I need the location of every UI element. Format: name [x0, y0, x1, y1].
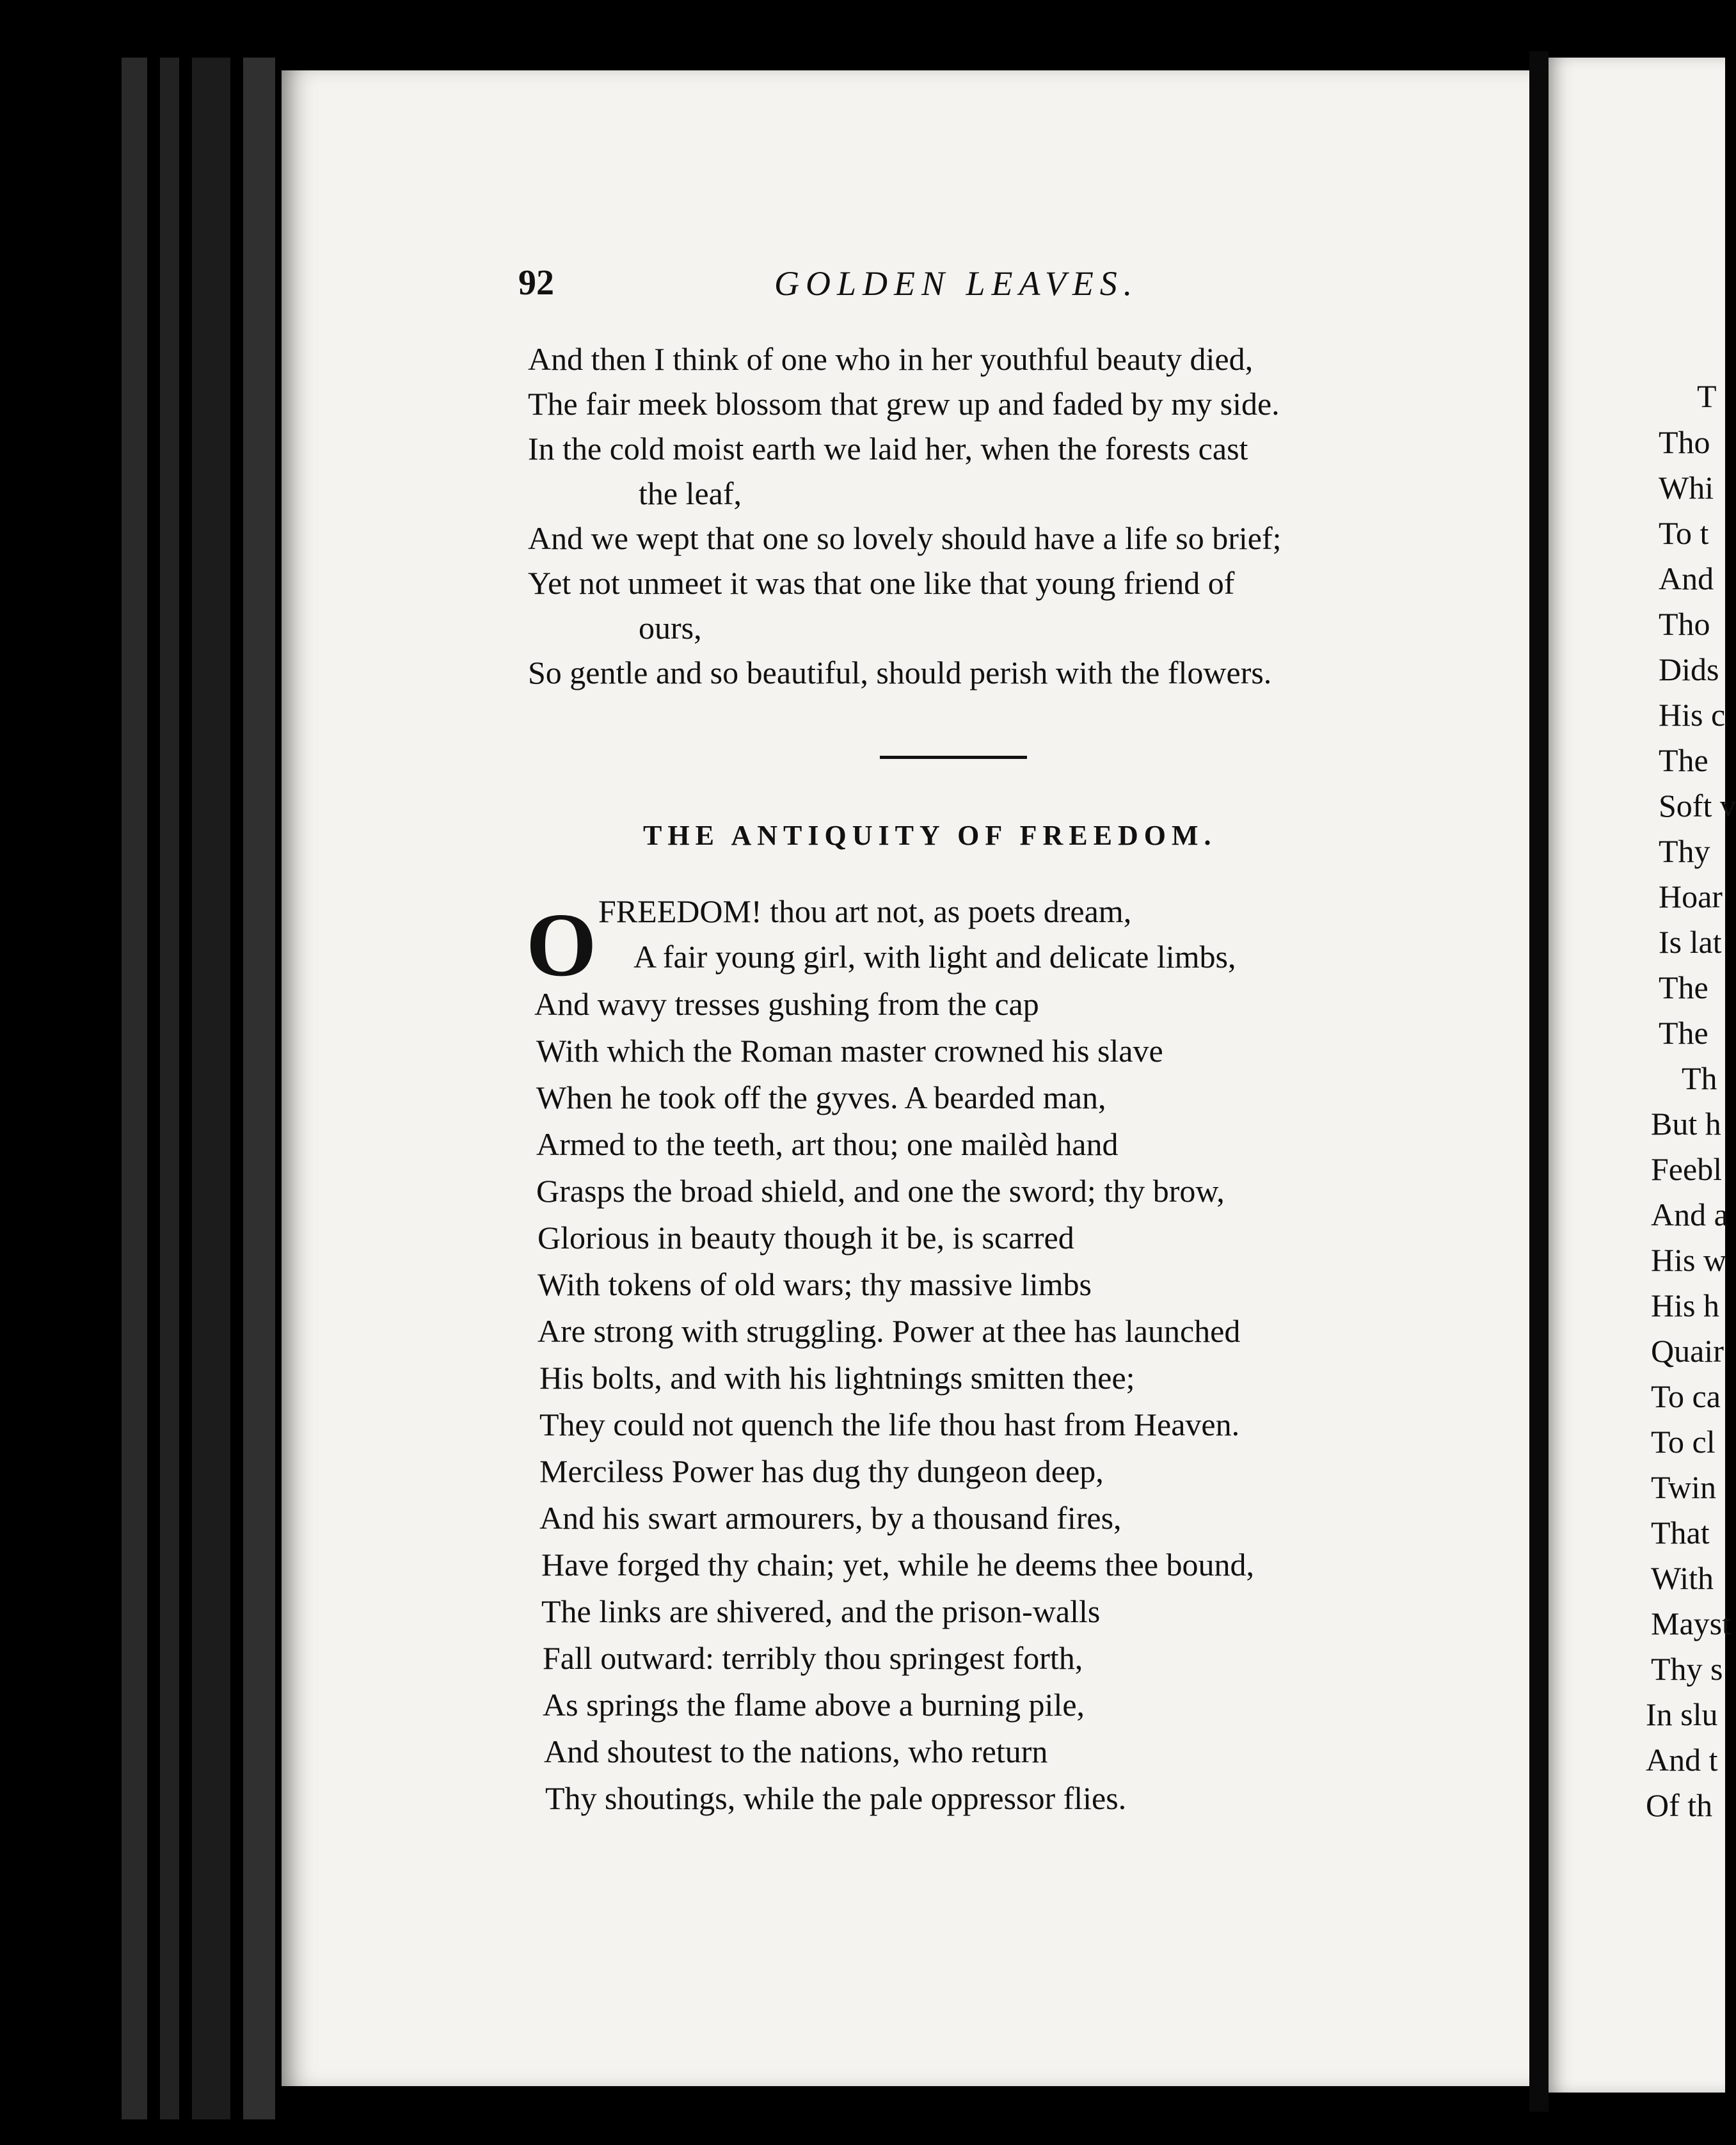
poem-line: As springs the flame above a burning pile, [543, 1687, 1085, 1723]
right-page [1549, 58, 1736, 2093]
poem-line: ours, [639, 610, 702, 646]
poem-line: Armed to the teeth, art thou; one mailèd hand [536, 1126, 1119, 1162]
right-page-line: His c [1659, 697, 1726, 733]
poem-line: A fair young girl, with light and delicate limbs, [633, 939, 1236, 975]
poem-line: Yet not unmeet it was that one like that young friend of [528, 565, 1235, 601]
poem-title: THE ANTIQUITY OF FREEDOM. [643, 820, 1217, 851]
poem-line: And his swart armourers, by a thousand fires, [539, 1500, 1122, 1536]
poem-line: So gentle and so beautiful, should perish with the flowers. [528, 655, 1272, 690]
poem-line: They could not quench the life thou hast from Heaven. [539, 1407, 1240, 1442]
poem-line: Grasps the broad shield, and one the sword; thy brow, [536, 1173, 1225, 1209]
right-page-line: Mayst [1651, 1606, 1731, 1641]
poem-line: And we wept that one so lovely should have a life so brief; [528, 520, 1282, 556]
right-page-line: The [1659, 969, 1708, 1005]
book-gutter [1529, 51, 1549, 2112]
right-page-line: Feebl [1651, 1151, 1723, 1187]
right-page-line: That [1651, 1515, 1710, 1551]
poem-line: And then I think of one who in her youthful beauty died, [528, 341, 1254, 377]
right-page-line: Whi [1659, 470, 1714, 506]
running-head: GOLDEN LEAVES. [774, 264, 1139, 303]
poem-line: Have forged thy chain; yet, while he deems thee bound, [541, 1547, 1255, 1583]
right-page-line: And t [1646, 1742, 1718, 1778]
right-page-line: The [1659, 1015, 1708, 1051]
right-page-line: To t [1659, 515, 1709, 551]
right-page-line: Twin [1651, 1469, 1717, 1505]
poem-line: In the cold moist earth we laid her, when the forests cast [528, 431, 1248, 466]
right-page-line: Tho [1659, 606, 1710, 642]
right-page-line: The [1659, 742, 1708, 778]
poem-line: When he took off the gyves. A bearded man, [536, 1080, 1106, 1115]
book-edge [160, 58, 179, 2119]
right-page-line: Of th [1646, 1787, 1713, 1823]
drop-cap: O [526, 894, 597, 995]
right-page-line: To ca [1651, 1378, 1721, 1414]
poem-line: The links are shivered, and the prison-walls [541, 1593, 1101, 1629]
poem-line: FREEDOM! thou art not, as poets dream, [598, 893, 1132, 929]
right-page-line: T [1697, 378, 1717, 414]
poem-line: Fall outward: terribly thou springest forth, [543, 1640, 1083, 1676]
poem-line: the leaf, [639, 475, 742, 511]
right-page-line: Thy s [1651, 1651, 1723, 1687]
poem-line: Merciless Power has dug thy dungeon deep, [539, 1453, 1104, 1489]
book-edge [243, 58, 275, 2119]
right-page-line: To cl [1651, 1424, 1716, 1460]
poem-line: With tokens of old wars; thy massive limbs [538, 1266, 1092, 1302]
right-page-line: His h [1651, 1288, 1719, 1323]
right-page-line: In slu [1646, 1696, 1718, 1732]
right-page-line: Quair [1651, 1333, 1724, 1369]
right-page-line: His w [1651, 1242, 1727, 1278]
book-edge [192, 58, 230, 2119]
poem-line: His bolts, and with his lightnings smitten thee; [539, 1360, 1135, 1396]
right-page-line: Th [1682, 1060, 1717, 1096]
poem-line: Glorious in beauty though it be, is scarred [538, 1220, 1074, 1256]
poem-line: With which the Roman master crowned his slave [536, 1033, 1163, 1069]
poem-line: The fair meek blossom that grew up and faded by my side. [528, 386, 1280, 422]
right-page-line: And [1659, 561, 1714, 596]
right-page-line: Tho [1659, 424, 1710, 460]
right-page-line: Thy [1659, 833, 1710, 869]
section-divider [880, 756, 1027, 759]
right-page-line: Dids [1659, 651, 1719, 687]
poem-line: Are strong with struggling. Power at thee has launched [538, 1313, 1241, 1349]
right-page-line: Soft v [1659, 788, 1736, 824]
poem-line: And wavy tresses gushing from the cap [534, 986, 1039, 1022]
right-page-line: Hoar [1659, 879, 1723, 914]
poem-line: Thy shoutings, while the pale oppressor flies. [545, 1780, 1127, 1816]
book-edge [122, 58, 147, 2119]
right-page-line: Is lat [1659, 924, 1722, 960]
right-page-line: And a [1651, 1197, 1728, 1232]
right-page-line: But h [1651, 1106, 1721, 1142]
poem-line: And shoutest to the nations, who return [544, 1734, 1048, 1769]
page-number: 92 [518, 263, 554, 303]
right-page-line: With [1651, 1560, 1714, 1596]
